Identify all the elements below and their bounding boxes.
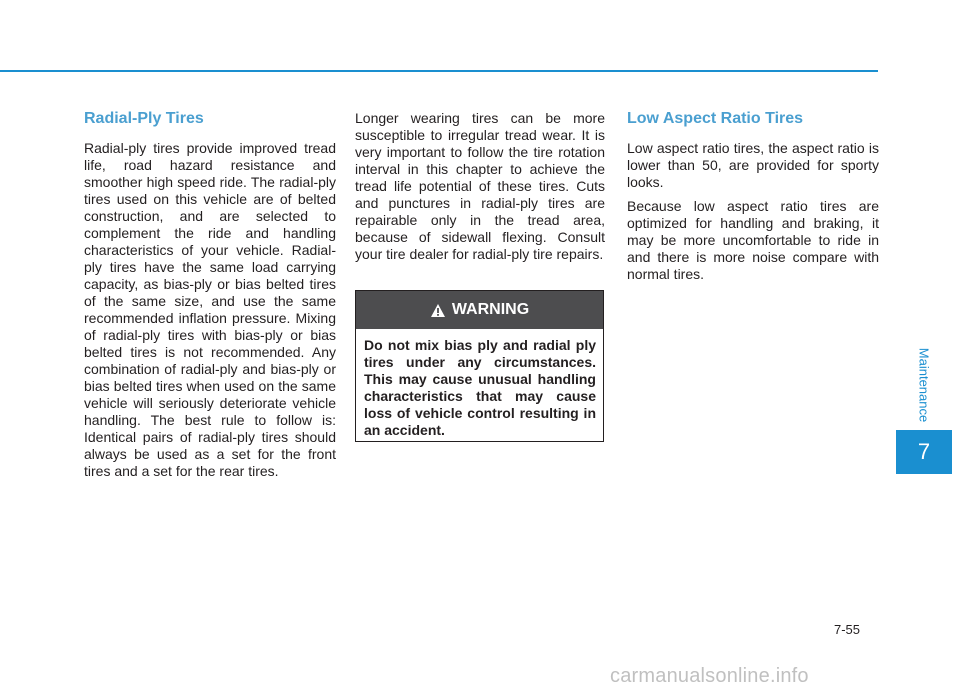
warning-triangle-icon [430,303,446,318]
low-aspect-paragraph-1: Low aspect ratio tires, the aspect ratio is lower than 50, are provided for sporty looks. [627,140,879,190]
column-left [84,108,336,487]
chapter-number: 7 [917,439,931,464]
top-rule [0,70,878,72]
warning-text: Do not mix bias ply and radial ply tires under any circumstances. This may cause unusual handling characteristics that may cause loss of vehicle control resulting in an accident. [364,337,596,438]
section-label-maintenance: Maintenance [916,347,932,423]
warning-header [356,291,603,329]
chapter-tab [896,430,952,474]
tread-wear-paragraph: Longer wearing tires can be more susceptible to irregular tread wear. It is very important to follow the tire rotation interval in this chapter to achieve the tread life potential of these tires. Cuts and punctures in radial-ply tires are repairable only in the tread area, because of sidewall flexing. Consult your tire dealer for radial-ply tire repairs. [355,110,605,262]
radial-ply-paragraph: Radial-ply tires provide improved tread life, road hazard resistance and smoother high speed ride. The radial-ply tires used on this vehicle are of belted construction, and are selected to complement the ride and handling characteristics of your vehicle. Radial-ply tires have the same load carrying capacity, as bias-ply or bias belted tires of the same size, and use the same recommended inflation pressure. Mixing of radial-ply tires with bias-ply or bias belted tires is not recommended. Any combination of radial-ply and bias-ply or bias belted tires when used on the same vehicle will seriously deteriorate vehicle handling. The best rule to follow is: Identical pairs of radial-ply tires should always be used as a set for the front tires and a set for the rear tires. [84,140,336,479]
low-aspect-paragraph-2: Because low aspect ratio tires are optimized for handling and braking, it may be more uncomfortable to ride in and there is more noise compare with normal tires. [627,198,879,282]
page-number: 7-55 [834,622,861,637]
column-right [627,108,879,290]
section-heading-radial-ply: Radial-Ply Tires [84,110,204,127]
column-middle [355,110,605,270]
warning-box [355,290,604,442]
side-tab-label [888,340,960,430]
section-heading-low-aspect: Low Aspect Ratio Tires [627,110,804,127]
watermark: carmanualsonline.info [610,665,809,687]
warning-title: WARNING [451,301,530,318]
